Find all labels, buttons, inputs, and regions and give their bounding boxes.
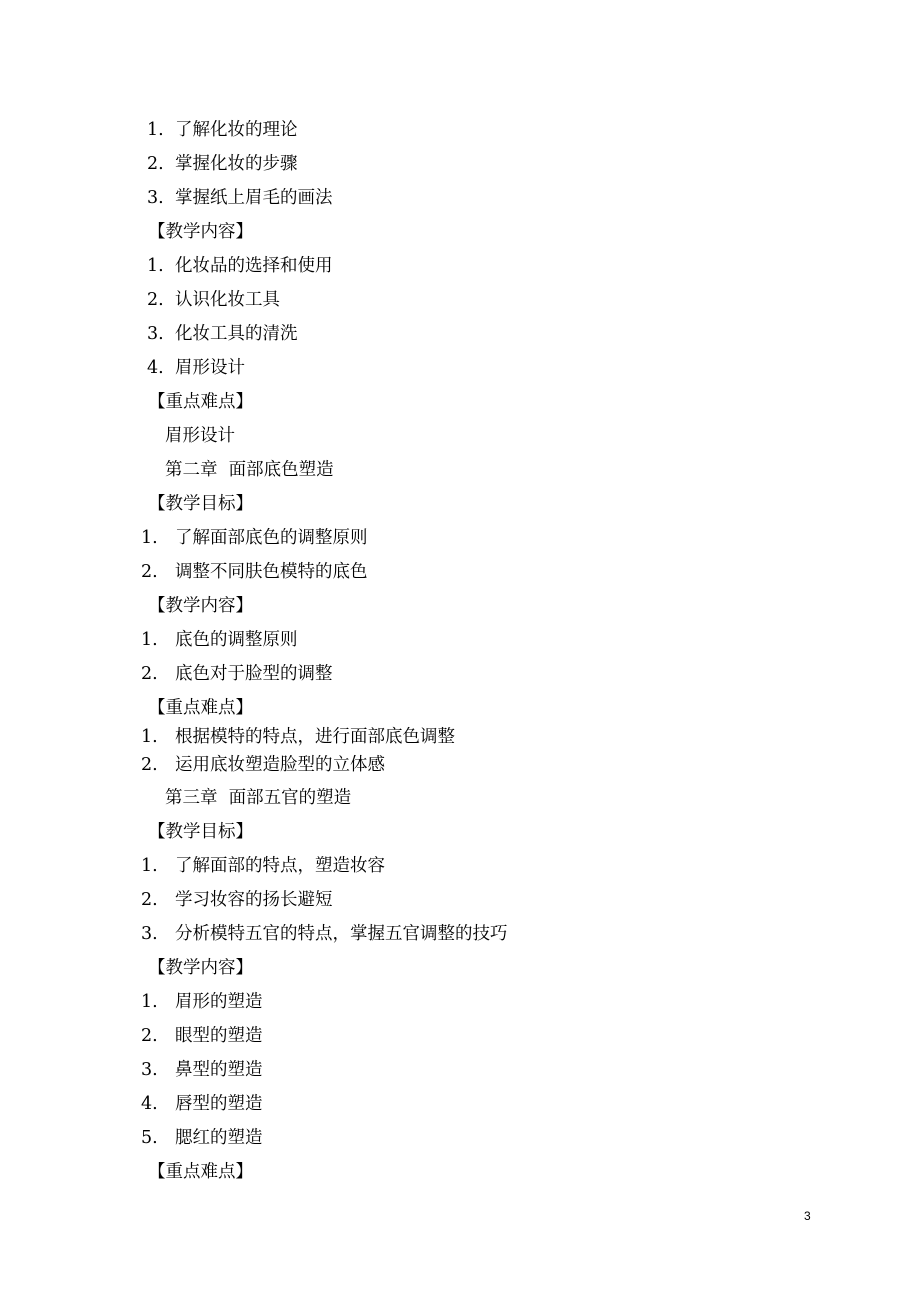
page-number: 3: [804, 1209, 811, 1223]
